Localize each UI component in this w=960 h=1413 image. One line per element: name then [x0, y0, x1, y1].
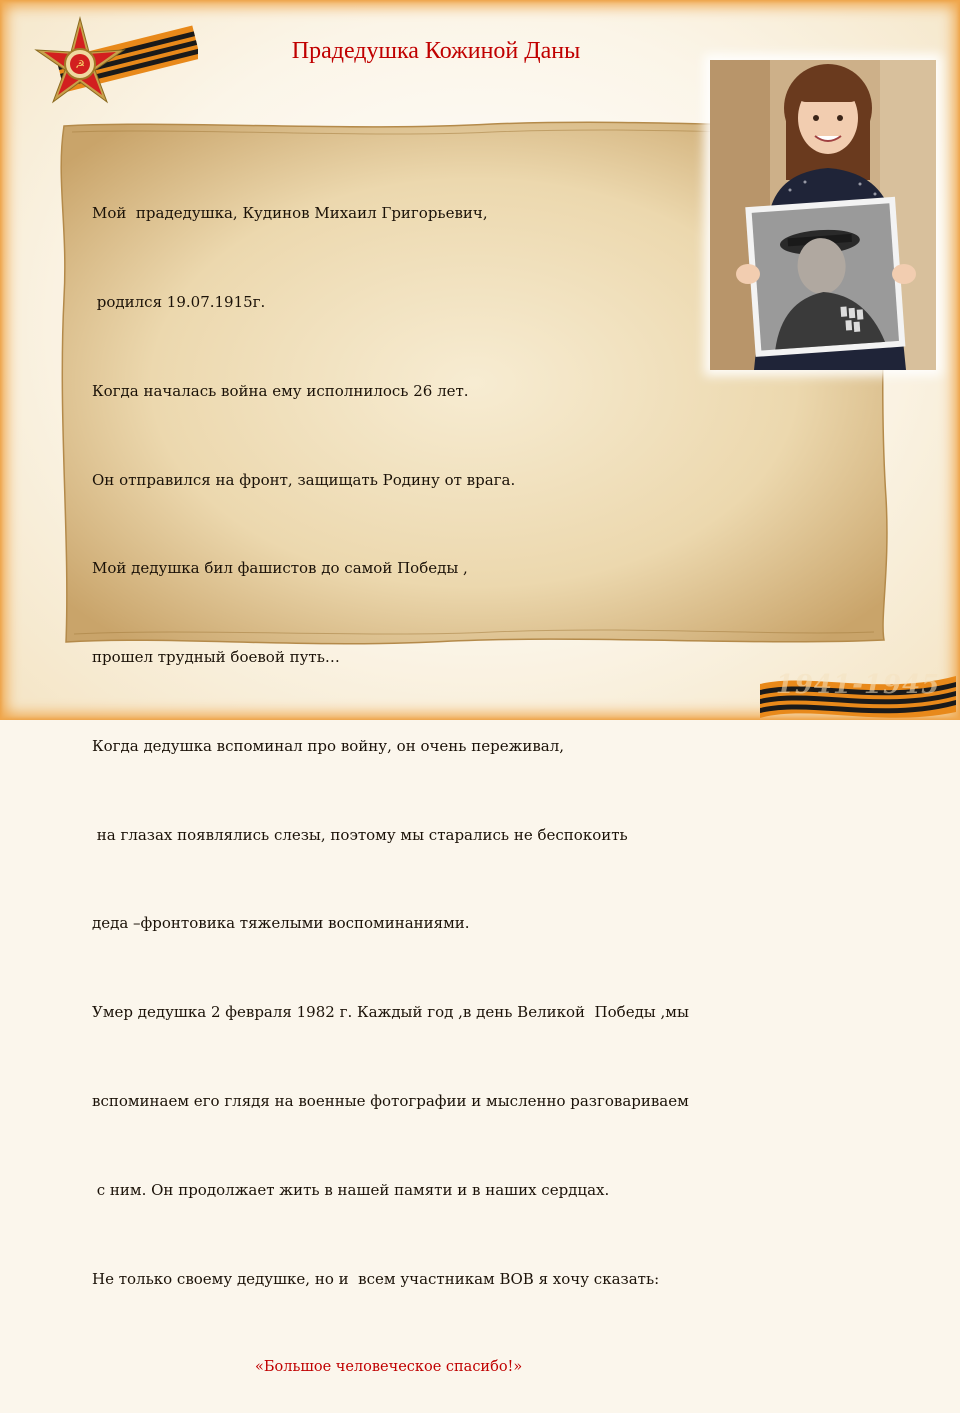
letter-line: на глазах появлялись слезы, поэтому мы старались не беспокоить	[92, 825, 628, 844]
letter-line: прошел трудный боевой путь…	[92, 648, 340, 667]
order-emblem-icon	[18, 12, 198, 112]
letter-line: родился 19.07.1915г.	[92, 292, 266, 311]
girl-with-portrait-photo	[710, 60, 936, 370]
svg-text:☭: ☭	[75, 58, 85, 71]
letter-line: Умер дедушка 2 февраля 1982 г. Каждый год ,в день Великой Победы ,мы	[92, 1003, 689, 1022]
letter-line: с ним. Он продолжает жить в нашей памяти и в наших сердцах.	[92, 1180, 610, 1199]
letter-text	[92, 140, 732, 1413]
letter-line: вспоминаем его глядя на военные фотографии и мысленно разговариваем	[92, 1092, 689, 1110]
closing-thanks: «Большое человеческое спасибо!»	[255, 1359, 523, 1376]
letter-line: Мой дедушка бил фашистов до самой Победы ,	[92, 559, 468, 578]
letter-line: Мой прадедушка, Кудинов Михаил Григорьевич,	[92, 204, 488, 223]
st-george-ribbon-icon	[760, 662, 956, 718]
page-title: Прадедушка Кожиной Даны	[291, 38, 581, 64]
letter-line: Когда началась война ему исполнилось 26 лет.	[92, 381, 469, 400]
letter-line: Он отправился на фронт, защищать Родину от врага.	[92, 470, 516, 489]
letter-line: Когда дедушка вспоминал про войну, он очень переживал,	[92, 736, 565, 755]
letter-line: Не только своему дедушке, но и всем участникам ВОВ я хочу сказать:	[92, 1269, 660, 1288]
letter-line: деда –фронтовика тяжелыми воспоминаниями.	[92, 914, 470, 933]
ribbon-years-label: 1941-1945	[775, 670, 941, 700]
